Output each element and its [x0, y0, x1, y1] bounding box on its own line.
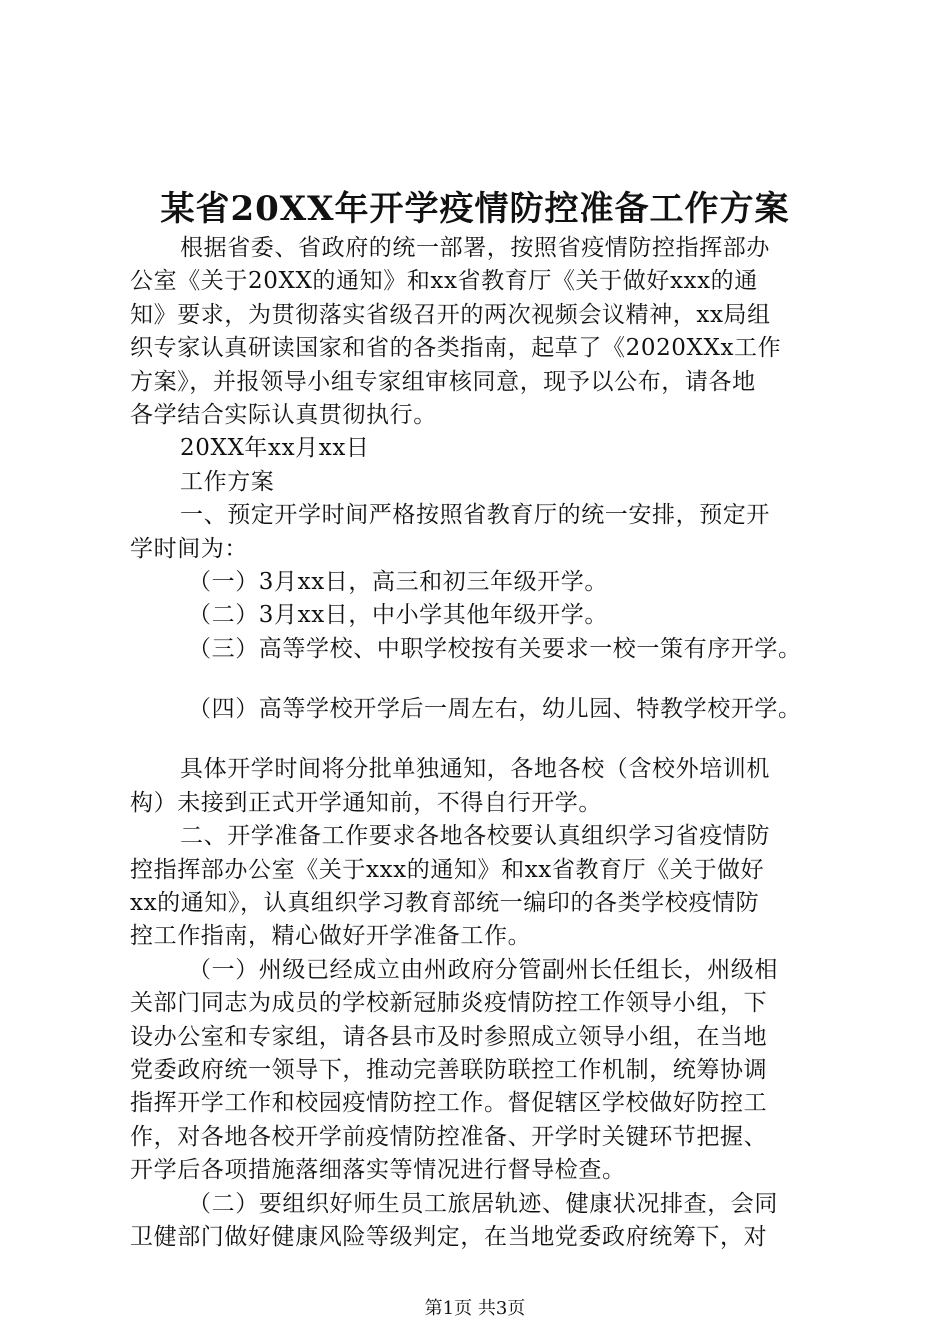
paragraph-line: 一、预定开学时间严格按照省教育厅的统一安排，预定开: [180, 502, 770, 529]
paragraph-line: 设办公室和专家组，请各县市及时参照成立领导小组，在当地: [130, 1023, 768, 1050]
paragraph-line: （二）要组织好师生员工旅居轨迹、健康状况排查，会同: [188, 1190, 778, 1217]
date-line: 20XX年xx月xx日: [180, 435, 370, 462]
blank-line: [130, 726, 830, 753]
paragraph-line: 控工作指南，精心做好开学准备工作。: [130, 923, 532, 950]
paragraph-line: 学时间为：: [130, 535, 248, 562]
list-item: （二）3月xx日，中小学其他年级开学。: [188, 602, 608, 629]
section-heading: 工作方案: [180, 468, 275, 495]
paragraph-line: 关部门同志为成员的学校新冠肺炎疫情防控工作领导小组，下: [130, 990, 768, 1017]
paragraph-line: 公室《关于20XX的通知》和xx省教育厅《关于做好xxx的通: [130, 268, 758, 295]
document-title: 某省20XX年开学疫情防控准备工作方案: [160, 189, 790, 229]
paragraph-line: 二、开学准备工作要求各地各校要认真组织学习省疫情防: [180, 823, 770, 850]
list-item: （一）3月xx日，高三和初三年级开学。: [188, 568, 608, 595]
paragraph-line: 指挥开学工作和校园疫情防控工作。督促辖区学校做好防控工: [130, 1090, 768, 1117]
paragraph-line: xx的通知》，认真组织学习教育部统一编印的各类学校疫情防: [130, 890, 760, 917]
paragraph-line: 构）未接到正式开学通知前，不得自行开学。: [130, 789, 602, 816]
paragraph-line: 具体开学时间将分批单独通知，各地各校（含校外培训机: [180, 756, 770, 783]
page-number-footer: 第1页 共3页: [424, 1298, 526, 1319]
paragraph-line: 根据省委、省政府的统一部署，按照省疫情防控指挥部办: [180, 235, 770, 261]
paragraph-line: 各学结合实际认真贯彻执行。: [130, 401, 437, 428]
paragraph-line: 党委政府统一领导下，推动完善联防联控工作机制，统筹协调: [130, 1056, 768, 1083]
paragraph-line: 作，对各地各校开学前疫情防控准备、开学时关键环节把握、: [130, 1123, 768, 1150]
paragraph-line: 织专家认真研读国家和省的各类指南，起草了《2020XXx工作: [130, 335, 782, 362]
paragraph-line: 控指挥部办公室《关于xxx的通知》和xx省教育厅《关于做好: [130, 856, 765, 883]
paragraph-line: 知》要求，为贯彻落实省级召开的两次视频会议精神，xx局组: [130, 301, 771, 328]
paragraph-line: 卫健部门做好健康风险等级判定，在当地党委政府统筹下，对: [130, 1223, 768, 1250]
document-body: [130, 232, 830, 1254]
paragraph-line: （一）州级已经成立由州政府分管副州长任组长，州级相: [188, 956, 778, 983]
list-item: （三）高等学校、中职学校按有关要求一校一策有序开学。: [188, 635, 802, 662]
blank-line: [130, 666, 830, 693]
paragraph-line: 方案》，并报领导小组专家组审核同意，现予以公布，请各地: [130, 368, 756, 395]
list-item: （四）高等学校开学后一周左右，幼儿园、特教学校开学。: [188, 696, 802, 723]
paragraph-line: 开学后各项措施落细落实等情况进行督导检查。: [130, 1157, 626, 1184]
